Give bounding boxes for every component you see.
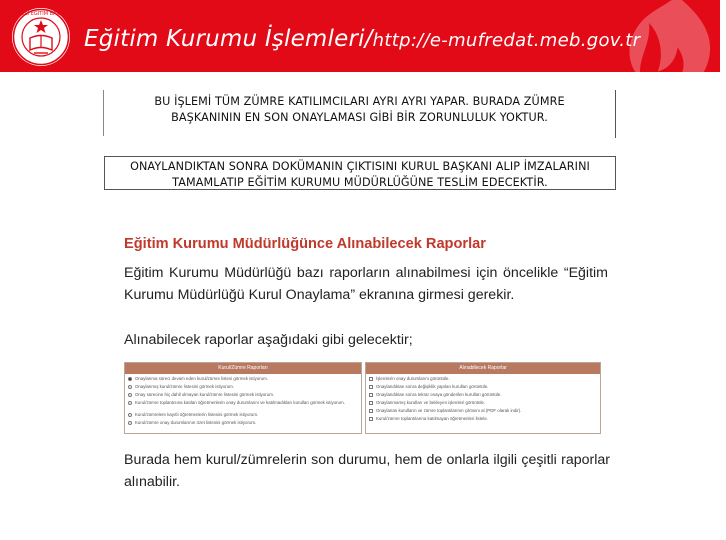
meb-logo-icon bbox=[5, 6, 77, 68]
checkbox[interactable] bbox=[369, 377, 373, 381]
report-option[interactable] bbox=[128, 384, 358, 392]
report-option-label: Onaylandıktan sonra tekrar onaya gönderilen kurulları görüntüle. bbox=[376, 392, 502, 397]
report-option[interactable] bbox=[369, 408, 597, 416]
panel-title: Kurul/Zümre Raporları bbox=[125, 363, 361, 374]
radio-button[interactable] bbox=[128, 377, 132, 381]
report-option[interactable] bbox=[369, 376, 597, 384]
notice-line: TAMAMLATIP EĞİTİM KURUMU MÜDÜRLÜĞÜNE TESLİM EDECEKTİR. bbox=[172, 176, 548, 189]
radio-button[interactable] bbox=[128, 393, 132, 397]
checkbox[interactable] bbox=[369, 393, 373, 397]
checkbox[interactable] bbox=[369, 417, 373, 421]
section-title: Eğitim Kurumu Müdürlüğünce Alınabilecek Raporlar bbox=[124, 236, 486, 252]
report-option-label: Onaylandıktan sonra değişiklik yapılan kurulları görüntüle. bbox=[376, 384, 489, 389]
report-option-label: Onaylanma süreci devam eden kurul/zümre listesi görmek istiyorum. bbox=[135, 376, 268, 381]
report-option-label: Onaylanan kurulların ve zümre toplantılarının çıktısını al (PDF olarak indir). bbox=[376, 408, 522, 413]
report-option[interactable] bbox=[128, 400, 358, 412]
notice-box-onay bbox=[104, 156, 616, 190]
report-option[interactable] bbox=[128, 392, 358, 400]
report-option-label: Onay sürecine hiç dahil olmayan kurul/zümre listesini görmek istiyorum. bbox=[135, 392, 275, 397]
radio-button[interactable] bbox=[128, 385, 132, 389]
radio-button[interactable] bbox=[128, 421, 132, 425]
checkbox[interactable] bbox=[369, 401, 373, 405]
reports-panel-right bbox=[365, 362, 601, 434]
notice-box-zumre bbox=[104, 90, 616, 138]
report-option-label: Kurul/zümre toplantısına katılan öğretmenlerin onay durumlarını ve katılmadıkları kurulları görmek istiyorum. bbox=[135, 400, 345, 405]
report-option-label: Kurul/zümre toplantılarına katılmayan öğretmenleri listele. bbox=[376, 416, 489, 421]
checkbox[interactable] bbox=[369, 385, 373, 389]
report-option[interactable] bbox=[369, 392, 597, 400]
notice-line: ONAYLANDIKTAN SONRA DOKÜMANIN ÇIKTISINI KURUL BAŞKANI ALIP İMZALARINI bbox=[130, 160, 590, 173]
page-title-url: http://e-mufredat.meb.gov.tr bbox=[372, 30, 641, 51]
report-option-label: Onaylanmış kurul/zümre listesini görmek istiyorum. bbox=[135, 384, 235, 389]
panel-title: Alınabilecek Raporlar bbox=[366, 363, 600, 374]
page-title-main: Eğitim Kurumu İşlemleri/ bbox=[84, 26, 373, 52]
reports-panel-left bbox=[124, 362, 362, 434]
page-title bbox=[84, 26, 640, 52]
section-paragraph: Eğitim Kurumu Müdürlüğü bazı raporların alınabilmesi için öncelikle “Eğitim Kurumu Müdürlüğü Kurul Onaylama” ekranına girmesi gerekir. bbox=[124, 265, 608, 303]
radio-button[interactable] bbox=[128, 401, 132, 405]
section-paragraph: Alınabilecek raporlar aşağıdaki gibi gelecektir; bbox=[124, 332, 413, 348]
notice-line: BU İŞLEMİ TÜM ZÜMRE KATILIMCILARI AYRI AYRI YAPAR. BURADA ZÜMRE bbox=[154, 95, 565, 108]
report-option-label: Onaylanmamış kurulları ve bekleyen işlemleri görüntüle. bbox=[376, 400, 486, 405]
flame-watermark-icon bbox=[616, 0, 726, 100]
report-option[interactable] bbox=[128, 412, 358, 420]
report-option[interactable] bbox=[369, 416, 597, 424]
checkbox[interactable] bbox=[369, 409, 373, 413]
report-option[interactable] bbox=[369, 400, 597, 408]
logo-ring-text: T.C. MİLLİ EĞİTİM BAKANLIĞI bbox=[5, 11, 77, 17]
report-option-label: Kurul/zümre onay durumlarının özet listesini görmek istiyorum. bbox=[135, 420, 257, 425]
header-bar bbox=[0, 0, 720, 72]
radio-button[interactable] bbox=[128, 413, 132, 417]
notice-line: BAŞKANININ EN SON ONAYLAMASI GİBİ BİR ZORUNLULUK YOKTUR. bbox=[171, 111, 548, 124]
report-option[interactable] bbox=[128, 420, 358, 428]
report-option-label: İşlemlerin onay durumlarını görüntüle. bbox=[376, 376, 450, 381]
report-option[interactable] bbox=[128, 376, 358, 384]
report-option[interactable] bbox=[369, 384, 597, 392]
report-option-label: Kurul/zümrelere kayıtlı öğretmenlerin listesini görmek istiyorum. bbox=[135, 412, 259, 417]
section-paragraph: Burada hem kurul/zümrelerin son durumu, hem de onlarla ilgili çeşitli raporlar alınabilir. bbox=[124, 452, 610, 490]
